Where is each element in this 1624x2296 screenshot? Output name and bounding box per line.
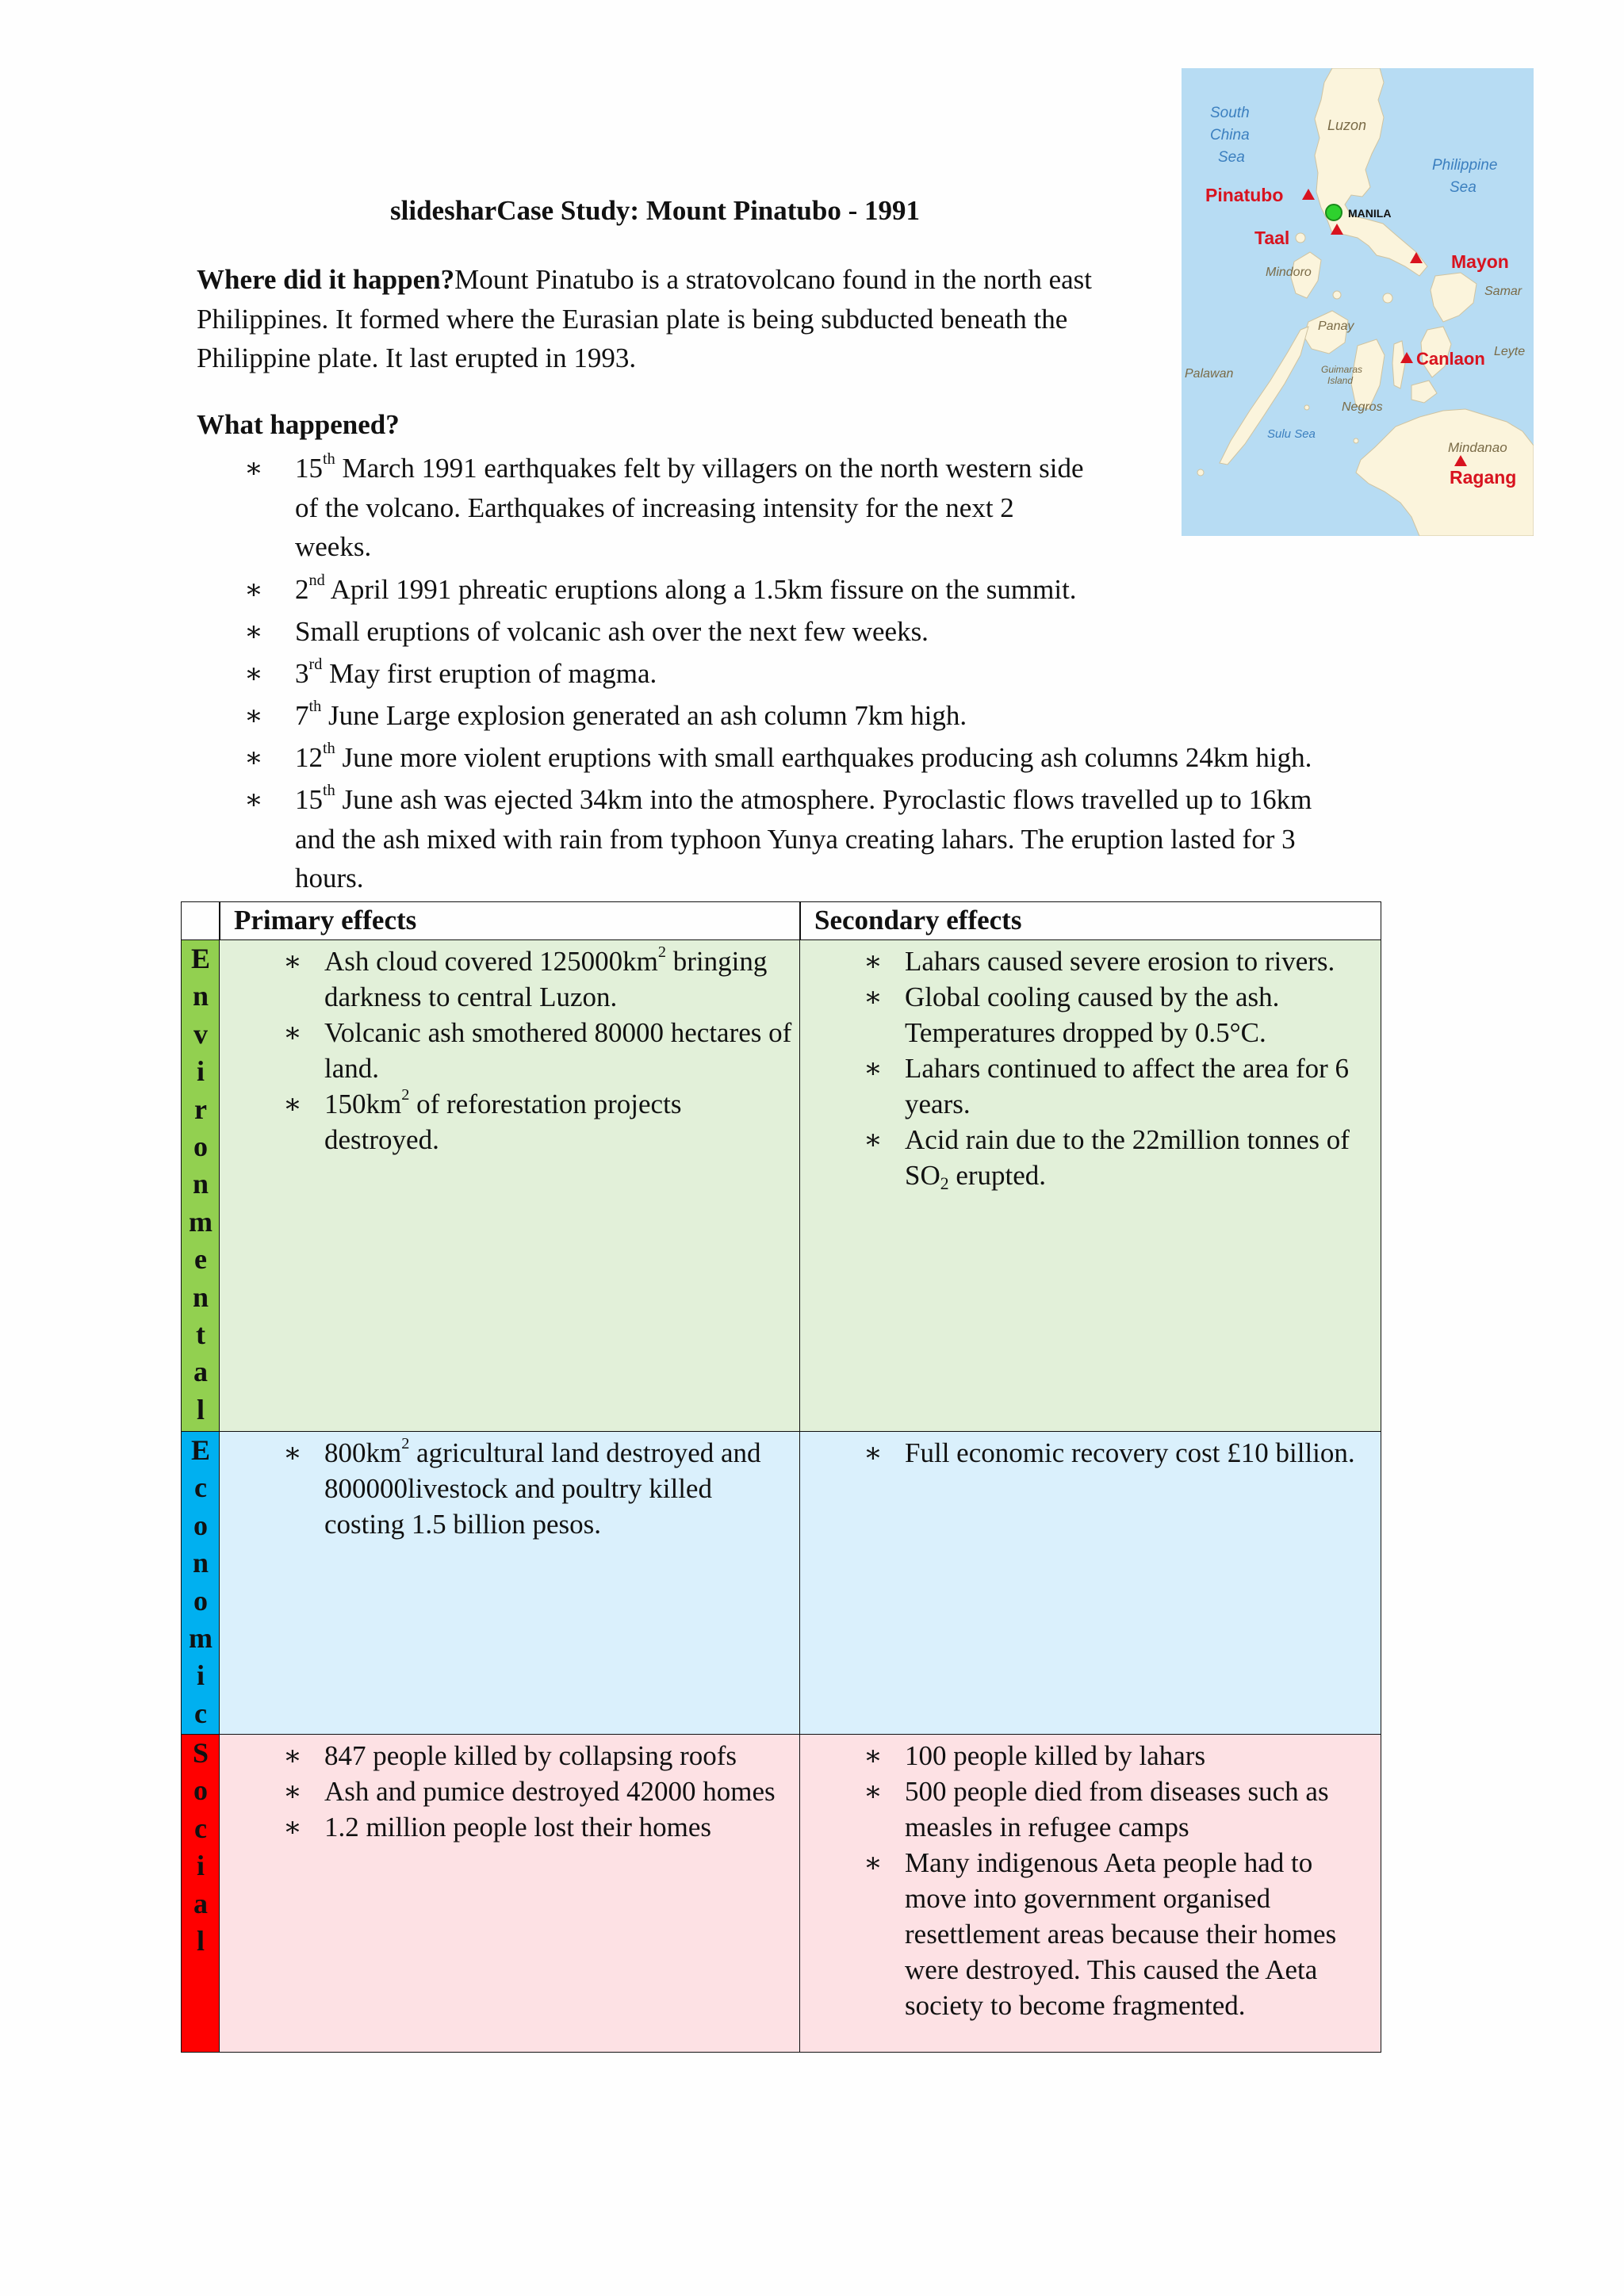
row-label-letter: o	[193, 1774, 208, 1807]
row-label-letter: n	[192, 980, 209, 1012]
bullet-icon: ∗	[864, 1740, 883, 1771]
item-text: erupted.	[948, 1160, 1047, 1191]
event-text: March 1991 earthquakes felt by villagers on the north western side	[335, 453, 1084, 484]
map-label-palawan: Palawan	[1185, 367, 1234, 381]
effects-list	[220, 1435, 800, 1542]
event-line: hours.	[295, 863, 364, 894]
bullet-icon: ∗	[283, 1089, 302, 1119]
primary-effects-cell	[219, 939, 801, 1433]
item-text: Lahars continued to affect the area for 6 years.	[905, 1053, 1350, 1119]
event-date-suffix: th	[308, 697, 322, 715]
row-label-letter: a	[193, 1887, 208, 1919]
event-text: April 1991 phreatic eruptions along a 1.5km fissure on the summit.	[324, 574, 1077, 605]
row-label-letter: r	[194, 1093, 207, 1125]
bullet-icon: ∗	[244, 742, 263, 773]
map-label-mindoro: Mindoro	[1266, 266, 1312, 279]
item-text: Acid rain due to the 22million tonnes of SO	[905, 1124, 1350, 1191]
bullet-icon: ∗	[864, 1124, 883, 1155]
event-date-number: 15	[295, 453, 323, 484]
row-label-letter: i	[196, 1659, 205, 1692]
row-label-letter: E	[190, 1434, 210, 1466]
superscript: 2	[401, 1434, 410, 1452]
superscript: 2	[657, 943, 667, 961]
item-text: Full economic recovery cost £10 billion.	[905, 1437, 1355, 1468]
list-item	[220, 1435, 800, 1542]
event-text: June ash was ejected 34km into the atmosphere. Pyroclastic flows travelled up to 16km	[335, 784, 1312, 815]
list-item	[220, 943, 800, 1015]
header-secondary-effects: Secondary effects	[799, 901, 1381, 941]
event-line: of the volcano. Earthquakes of increasing intensity for the next 2	[295, 492, 1014, 523]
secondary-effects-cell	[799, 1734, 1381, 2053]
list-item	[220, 1809, 800, 1845]
row-label-social	[181, 1734, 220, 2053]
map-label-negros: Negros	[1342, 400, 1383, 414]
secondary-effects-cell	[799, 1431, 1381, 1735]
bullet-icon: ∗	[864, 982, 883, 1012]
list-item	[220, 1774, 800, 1809]
list-item	[220, 1086, 800, 1158]
row-label-letter: o	[193, 1584, 208, 1617]
effects-list	[800, 943, 1381, 1193]
row-label-letter: n	[192, 1280, 209, 1313]
item-text: 847 people killed by collapsing roofs	[324, 1740, 737, 1771]
map-island	[1304, 405, 1309, 410]
effects-list	[220, 1738, 800, 1845]
list-item	[800, 1845, 1381, 2023]
row-label-letter: c	[194, 1471, 207, 1504]
bullet-icon: ∗	[864, 1776, 883, 1807]
event-text: May first eruption of magma.	[322, 658, 657, 689]
bullet-icon: ∗	[283, 1740, 302, 1771]
map-island	[1333, 291, 1341, 299]
map-label-mindanao: Mindanao	[1448, 440, 1507, 455]
row-label-letter: o	[193, 1130, 208, 1162]
map-label-canlaon: Canlaon	[1416, 349, 1485, 369]
item-text: Many indigenous Aeta people had to move into government organised resettlement areas because their homes were destroyed. This caused the Aeta society to become fragmented.	[905, 1847, 1337, 2021]
bullet-icon: ∗	[244, 784, 263, 815]
map-label-manila: MANILA	[1348, 207, 1392, 220]
list-item	[800, 1122, 1381, 1193]
item-text: Lahars caused severe erosion to rivers.	[905, 946, 1335, 977]
map-island	[1296, 233, 1305, 243]
map-label-philippine-sea: Philippine Sea	[1432, 157, 1498, 196]
event-date-suffix: th	[323, 739, 335, 757]
row-label-letter: i	[196, 1055, 205, 1088]
superscript: 2	[940, 1174, 949, 1194]
event-item	[244, 654, 657, 694]
item-text: Ash cloud covered 125000km	[324, 946, 658, 977]
item-text: 500 people died from diseases such as measles in refugee camps	[905, 1776, 1329, 1843]
bullet-icon: ∗	[283, 946, 302, 977]
row-label-letter: i	[196, 1850, 205, 1882]
map-label-guimaras: Guimaras Island	[1321, 364, 1363, 386]
row-label-letter: t	[196, 1318, 205, 1350]
row-label-letter: S	[192, 1737, 209, 1769]
list-item	[220, 1738, 800, 1774]
event-item	[244, 612, 929, 652]
item-text: of reforestation projects destroyed.	[324, 1089, 682, 1155]
event-date-suffix: th	[323, 781, 335, 799]
event-text: June Large explosion generated an ash column 7km high.	[321, 700, 967, 731]
event-line	[295, 780, 1312, 820]
event-line	[295, 654, 657, 694]
event-item	[244, 780, 1312, 898]
row-label-letter: v	[193, 1017, 208, 1050]
event-line: and the ash mixed with rain from typhoon Yunya creating lahars. The eruption lasted for 3	[295, 823, 1296, 855]
list-item	[220, 1015, 800, 1086]
bullet-icon: ∗	[244, 700, 263, 731]
map-label-ragang: Ragang	[1450, 467, 1517, 488]
bullet-icon: ∗	[244, 574, 263, 605]
map-island	[1197, 469, 1204, 476]
row-label-letter: n	[192, 1168, 209, 1200]
map-manila-dot	[1326, 205, 1342, 220]
primary-effects-cell	[219, 1734, 801, 2053]
item-text: Volcanic ash smothered 80000 hectares of land.	[324, 1017, 792, 1084]
bullet-icon: ∗	[283, 1017, 302, 1048]
list-item	[800, 979, 1381, 1050]
event-line: weeks.	[295, 531, 372, 562]
event-date-suffix: nd	[308, 571, 325, 589]
primary-effects-cell	[219, 1431, 801, 1735]
map-island	[1383, 293, 1392, 303]
event-line	[295, 570, 1077, 610]
row-label-letter: m	[189, 1205, 213, 1238]
bullet-icon: ∗	[864, 1437, 883, 1468]
event-date-number: 12	[295, 742, 323, 773]
event-item	[244, 570, 1077, 610]
bullet-icon: ∗	[864, 1847, 883, 1878]
row-label-letter: n	[192, 1547, 209, 1579]
map-label-south-china-sea: South China Sea	[1210, 105, 1250, 166]
map-label-leyte: Leyte	[1494, 345, 1526, 358]
event-item	[244, 449, 1084, 567]
row-label-letter: c	[194, 1812, 207, 1844]
map-label-pinatubo: Pinatubo	[1205, 185, 1284, 205]
effects-list	[800, 1435, 1381, 1471]
event-date-suffix: th	[323, 450, 335, 468]
event-text: June more violent eruptions with small earthquakes producing ash columns 24km high.	[335, 742, 1312, 773]
row-label-letter: a	[193, 1356, 208, 1388]
superscript: 2	[401, 1085, 410, 1104]
row-label-letter: l	[196, 1393, 205, 1425]
event-date-suffix: rd	[308, 655, 323, 673]
item-text: 1.2 million people lost their homes	[324, 1812, 712, 1843]
item-text: 800km	[324, 1437, 402, 1468]
event-date-number: 2	[295, 574, 309, 605]
event-item	[244, 696, 967, 736]
row-label-environmental	[181, 939, 220, 1433]
event-line	[295, 449, 1084, 488]
bullet-icon: ∗	[283, 1437, 302, 1468]
event-date-number: 7	[295, 700, 309, 731]
list-item	[800, 1774, 1381, 1845]
item-text: Ash and pumice destroyed 42000 homes	[324, 1776, 776, 1807]
bullet-icon: ∗	[864, 946, 883, 977]
row-label-letter: E	[190, 943, 210, 974]
map-island	[1354, 438, 1358, 443]
row-label-letter: m	[189, 1621, 213, 1654]
map-label-taal: Taal	[1254, 228, 1290, 248]
event-item	[244, 738, 1312, 778]
event-line	[295, 738, 1312, 778]
row-label-letter: c	[194, 1697, 207, 1729]
row-label-letter: e	[194, 1243, 207, 1276]
map-label-samar: Samar	[1484, 285, 1522, 298]
where-paragraph	[197, 260, 1172, 378]
secondary-effects-cell	[799, 939, 1381, 1433]
bullet-icon: ∗	[244, 658, 263, 689]
row-label-letter: o	[193, 1509, 208, 1541]
effects-list	[800, 1738, 1381, 2023]
item-text: 100 people killed by lahars	[905, 1740, 1206, 1771]
map-label-sulu-sea: Sulu Sea	[1267, 427, 1316, 441]
philippines-map	[1182, 68, 1534, 536]
where-text: Mount Pinatubo is a stratovolcano found in the north east Philippines. It formed where the Eurasian plate is being subducted beneath the Philippine plate. It last erupted in 1993.	[197, 264, 1093, 373]
item-text: 150km	[324, 1089, 402, 1119]
list-item	[800, 1435, 1381, 1471]
map-label-luzon: Luzon	[1327, 117, 1367, 133]
row-label-letter: l	[196, 1924, 205, 1957]
what-heading: What happened?	[197, 409, 400, 440]
bullet-icon: ∗	[244, 453, 263, 484]
bullet-icon: ∗	[864, 1053, 883, 1084]
table-corner-cell	[181, 901, 220, 941]
event-line	[295, 696, 967, 736]
document-title: slidesharCase Study: Mount Pinatubo - 1991	[390, 195, 921, 226]
event-date-number: 15	[295, 784, 323, 815]
bullet-icon: ∗	[283, 1812, 302, 1843]
effects-table	[181, 901, 1381, 2053]
list-item	[800, 943, 1381, 979]
map-label-mayon: Mayon	[1451, 251, 1509, 272]
row-label-economic	[181, 1431, 220, 1735]
bullet-icon: ∗	[244, 616, 263, 647]
item-text: agricultural land destroyed and 800000livestock and poultry killed costing 1.5 billion pesos.	[324, 1437, 761, 1540]
effects-list	[220, 943, 800, 1158]
list-item	[800, 1050, 1381, 1122]
item-text: bringing darkness to central Luzon.	[324, 946, 768, 1012]
where-heading: Where did it happen?	[197, 264, 455, 295]
item-text: Global cooling caused by the ash. Temperatures dropped by 0.5°C.	[905, 982, 1280, 1048]
bullet-icon: ∗	[283, 1776, 302, 1807]
event-date-number: 3	[295, 658, 309, 689]
header-primary-effects: Primary effects	[219, 901, 801, 941]
map-label-panay: Panay	[1318, 320, 1354, 333]
event-line: Small eruptions of volcanic ash over the next few weeks.	[295, 616, 929, 647]
list-item	[800, 1738, 1381, 1774]
